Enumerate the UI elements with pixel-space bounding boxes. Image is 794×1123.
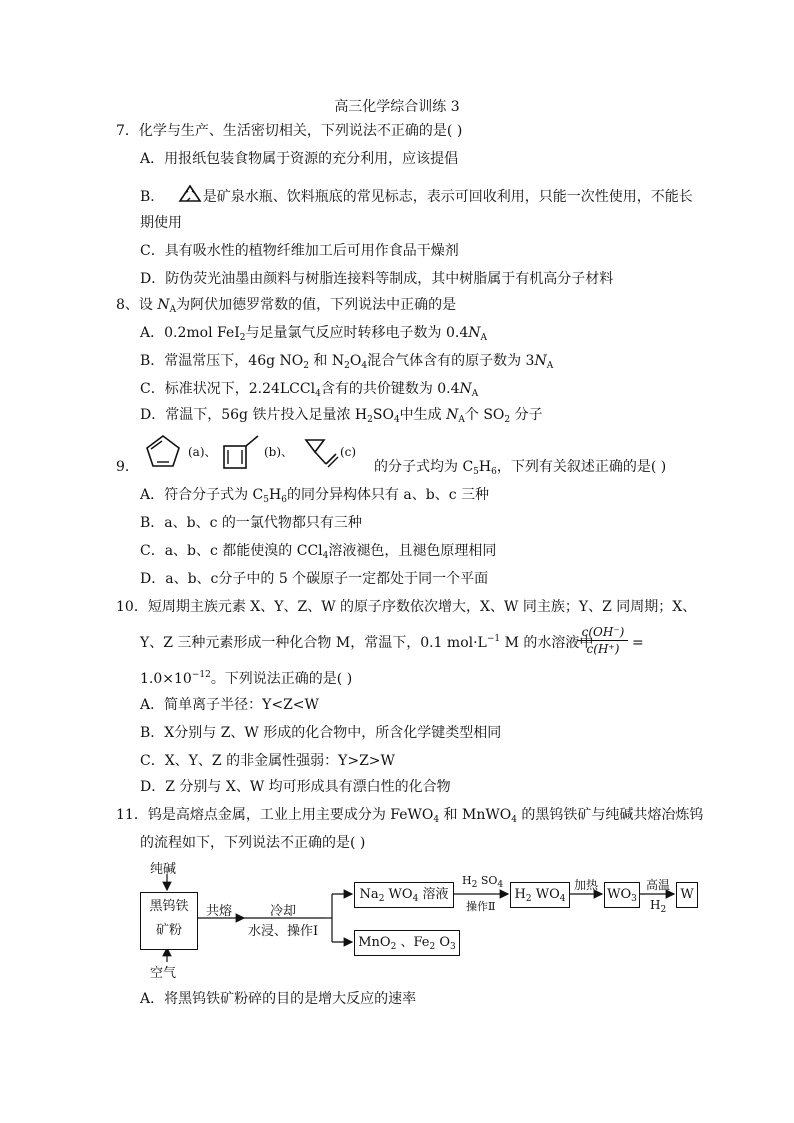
question-8-option-d: D．常温下，56g 铁片投入足量浓 $H_2SO_4$中生成 $N_A$个 $SO_2$ 分子 bbox=[140, 407, 543, 425]
step-co-melting: 共熔 bbox=[206, 904, 233, 919]
sulfuric-acid-reagent: $H_2$ $SO_4$ bbox=[462, 874, 504, 890]
tungsten-trioxide-box: $WO_3$ bbox=[604, 882, 640, 908]
question-9-option-d: D．a、b、c分子中的 5 个碳原子一定都处于同一个平面 bbox=[140, 571, 489, 587]
question-11-stem-line1: 11．钨是高熔点金属，工业上用主要成分为 FeWO$_4$ 和 MnWO$_4$ 的黑钨铁矿与纯碱共熔冶炼钨 bbox=[116, 807, 704, 825]
question-9-number: 9. bbox=[116, 459, 130, 475]
question-7-option-b-continued: 期使用 bbox=[140, 215, 182, 231]
question-10-option-b: B．X分别与 Z、W 形成的化合物中，所含化学键类型相同 bbox=[140, 725, 502, 741]
structure-a-label: (a)、 bbox=[188, 445, 217, 459]
question-10-option-a: A．简单离子半径：Y<Z<W bbox=[140, 697, 319, 713]
question-10-stem-line3: $1.0\times 10^{-12}$。下列说法正确的是( ) bbox=[140, 670, 353, 687]
question-11-option-a: A．将黑钨铁矿粉碎的目的是增大反应的速率 bbox=[140, 991, 417, 1007]
tungsten-product-box: W bbox=[676, 882, 698, 908]
hydrogen-reagent: $H_2$ bbox=[650, 898, 667, 915]
question-7-option-b: B． 是矿泉水瓶、饮料瓶底的常见标志，表示可回收利用，只能一次性使用，不能长 bbox=[140, 184, 693, 209]
question-10-stem-line1: 10．短周期主族元素 X、Y、Z、W 的原子序数依次增大，X、W 同主族；Y、Z 同周期；X、 bbox=[116, 599, 697, 615]
operation-2-label: 操作Ⅱ bbox=[466, 900, 496, 913]
question-10-option-c: C．X、Y、Z 的非金属性强弱：Y>Z>W bbox=[140, 753, 395, 769]
question-11-stem-line2: 的流程如下，下列说法不正确的是( ) bbox=[140, 835, 366, 851]
page-title: 高三化学综合训练 3 bbox=[334, 99, 460, 115]
residue-box: MnO$_2$ 、$Fe_2$ $O_3$ bbox=[354, 930, 460, 956]
tungstic-acid-box: $H_2$ $WO_4$ bbox=[510, 882, 570, 908]
question-8-stem: 8、设 $N_A$为阿伏加德罗常数的值，下列说法中正确的是 bbox=[116, 297, 457, 315]
question-9-option-b: B．a、b、c 的一氯代物都只有三种 bbox=[140, 515, 362, 531]
air-input: 空气 bbox=[150, 966, 177, 981]
structure-b-methylcyclobutadiene bbox=[224, 436, 258, 468]
sodium-tungstate-box: $Na_2$ $WO_4$ 溶液 bbox=[354, 882, 454, 908]
sodium-carbonate-input: 纯碱 bbox=[150, 862, 177, 877]
tungsten-process-flowchart bbox=[140, 852, 700, 982]
structure-c-vinylcyclopropane bbox=[306, 440, 338, 467]
question-8-option-c: C．标准状况下，2.24LCCl$_4$含有的共价键数为 $0.4N_A$ bbox=[140, 381, 479, 399]
fraction-denominator: c(H⁺) bbox=[586, 642, 620, 656]
equals-sign: = bbox=[632, 635, 644, 651]
ore-powder-box: 黑钨铁 矿粉 bbox=[140, 892, 198, 950]
question-7-option-a: A．用报纸包装食物属于资源的充分利用，应该提倡 bbox=[140, 151, 459, 167]
structure-a-cyclopentadiene bbox=[147, 436, 179, 466]
question-10-option-d: D．Z 分别与 X、W 均可形成具有漂白性的化合物 bbox=[140, 779, 451, 795]
heating-label: 加热 bbox=[574, 878, 599, 892]
structure-b-label: (b)、 bbox=[264, 445, 294, 459]
question-10-stem-line2: Y、Z 三种元素形成一种化合物 M，常温下，0.1 $mol\cdot L^{-1}$ M 的水溶液中 bbox=[140, 634, 594, 651]
step-cooling: 冷却 bbox=[270, 904, 297, 919]
question-9-option-c: C．a、b、c 都能使溴的 CCl$_4$溶液褪色，且褪色原理相同 bbox=[140, 543, 497, 561]
question-9-structures bbox=[140, 430, 376, 474]
structure-c-label: (c) bbox=[340, 445, 357, 459]
recycle-icon bbox=[177, 184, 203, 209]
step-water-leach: 水浸、操作Ⅰ bbox=[248, 924, 319, 939]
fraction-numerator: c(OH⁻) bbox=[578, 624, 628, 641]
question-8-option-a: A．0.2mol FeI$_2$与足量氯气反应时转移电子数为 $0.4N_A$ bbox=[140, 325, 487, 343]
high-temperature-label: 高温 bbox=[646, 878, 671, 892]
structures-figure bbox=[140, 430, 376, 474]
question-7-option-d: D．防伪荧光油墨由颜料与树脂连接料等制成，其中树脂属于有机高分子材料 bbox=[140, 271, 614, 287]
question-7-stem: 7．化学与生产、生活密切相关，下列说法不正确的是( ) bbox=[116, 123, 463, 139]
question-7-option-c: C．具有吸水性的植物纤维加工后可用作食品干燥剂 bbox=[140, 243, 459, 259]
question-8-option-b: B．常温常压下，46g $NO_2$ 和 $N_2O_4$混合气体含有的原子数为 $3N_A$ bbox=[140, 353, 554, 371]
question-10-fraction bbox=[578, 624, 628, 657]
question-9-option-a: A．符合分子式为 $C_5H_6$的同分异构体只有 a、b、c 三种 bbox=[140, 487, 490, 505]
question-9-stem: 的分子式均为 $C_5H_6$，下列有关叙述正确的是( ) bbox=[374, 459, 667, 477]
